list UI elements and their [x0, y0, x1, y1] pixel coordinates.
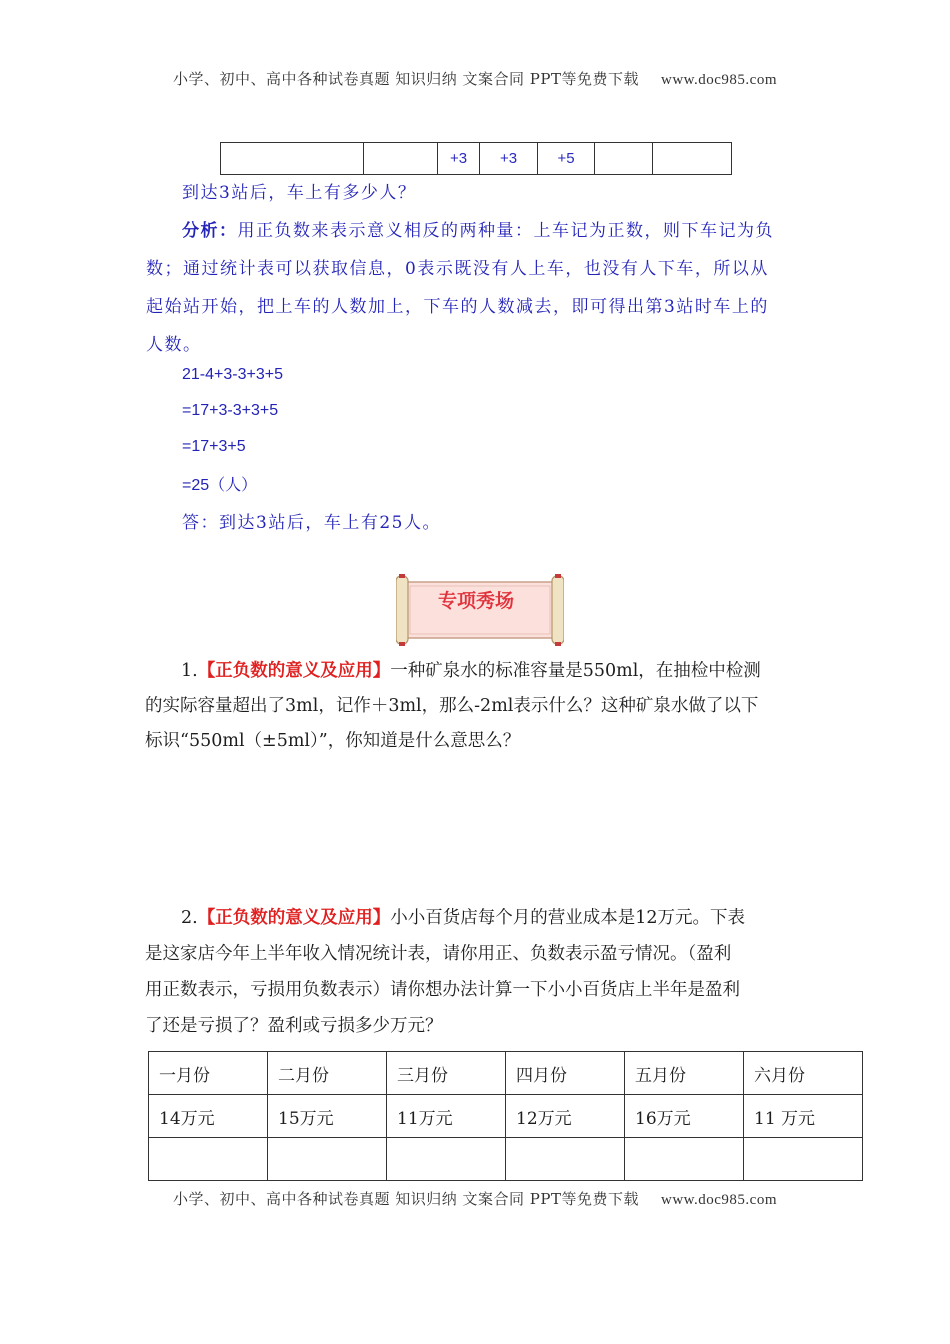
income-table — [148, 1051, 863, 1181]
problem-2-number: 2. — [181, 908, 198, 928]
problem-1 — [145, 655, 810, 688]
income-cell: 16万元 — [625, 1095, 744, 1138]
calc-step-2: =17+3-3+3+5 — [182, 402, 279, 419]
page-footer — [0, 1188, 950, 1209]
month-header: 六月份 — [744, 1052, 863, 1095]
problem-1-tag: 【正负数的意义及应用】 — [197, 661, 391, 681]
problem-1-number: 1. — [181, 661, 198, 681]
month-header: 四月份 — [506, 1052, 625, 1095]
month-header: 一月份 — [149, 1052, 268, 1095]
blank-cell — [268, 1138, 387, 1181]
problem-2-tag: 【正负数的意义及应用】 — [197, 908, 391, 928]
income-cell: 14万元 — [149, 1095, 268, 1138]
calc-step-3: =17+3+5 — [182, 438, 246, 455]
page-header — [0, 68, 950, 89]
problem-1-line-3: 标识“550ml（±5ml）”，你知道是什么意思么？ — [145, 731, 521, 751]
table-cell — [221, 143, 364, 175]
problem-2 — [145, 902, 810, 935]
table-cell — [595, 143, 653, 175]
question-line: 到达3站后，车上有多少人？ — [182, 183, 417, 203]
header-text: 小学、初中、高中各种试卷真题 知识归纳 文案合同 PPT等免费下载 — [172, 70, 639, 88]
table-cell: +3 — [480, 143, 538, 175]
problem-2-line-1 — [145, 902, 810, 935]
month-header: 五月份 — [625, 1052, 744, 1095]
problem-2-line-4: 了还是亏损了？盈利或亏损多少万元？ — [145, 1016, 443, 1036]
bus-station-table — [220, 142, 732, 175]
table-row — [149, 1138, 863, 1181]
table-cell: +5 — [538, 143, 595, 175]
footer-site-link[interactable]: www.doc985.com — [660, 1192, 777, 1208]
problem-2-text-1: 小小百货店每个月的营业成本是12万元。下表 — [390, 908, 745, 928]
section-title: 专项秀场 — [437, 590, 514, 612]
income-cell: 11 万元 — [744, 1095, 863, 1138]
blank-cell — [387, 1138, 506, 1181]
table-cell — [364, 143, 438, 175]
income-cell: 12万元 — [506, 1095, 625, 1138]
income-cell: 11万元 — [387, 1095, 506, 1138]
header-site-link[interactable]: www.doc985.com — [660, 72, 777, 88]
analysis-text-1: 用正负数来表示意义相反的两种量：上车记为正数，则下车记为负 — [237, 221, 774, 241]
income-cell: 15万元 — [268, 1095, 387, 1138]
table-cell — [653, 143, 732, 175]
problem-1-text-1: 一种矿泉水的标准容量是550ml，在抽检中检测 — [390, 661, 761, 681]
answer-line: 答：到达3站后，车上有25人。 — [182, 513, 441, 533]
analysis-line-4: 人数。 — [146, 335, 202, 355]
blank-cell — [625, 1138, 744, 1181]
calc-step-1: 21-4+3-3+3+5 — [182, 366, 283, 383]
problem-1-line-1 — [145, 655, 810, 688]
month-header: 二月份 — [268, 1052, 387, 1095]
calc-step-4: =25（人） — [182, 477, 258, 494]
footer-text: 小学、初中、高中各种试卷真题 知识归纳 文案合同 PPT等免费下载 — [172, 1190, 639, 1208]
problem-2-line-3: 用正数表示，亏损用负数表示）请你想办法计算一下小小百货店上半年是盈利 — [145, 980, 740, 1000]
blank-cell — [149, 1138, 268, 1181]
blank-cell — [506, 1138, 625, 1181]
table-cell: +3 — [438, 143, 480, 175]
blank-cell — [744, 1138, 863, 1181]
table-row — [149, 1052, 863, 1095]
table-row — [149, 1095, 863, 1138]
problem-2-line-2: 是这家店今年上半年收入情况统计表，请你用正、负数表示盈亏情况。（盈利 — [145, 944, 732, 964]
analysis-line-1 — [182, 216, 774, 241]
month-header: 三月份 — [387, 1052, 506, 1095]
problem-1-line-2: 的实际容量超出了3ml，记作＋3ml，那么-2ml表示什么？这种矿泉水做了以下 — [145, 696, 759, 716]
analysis-label: 分析： — [182, 221, 238, 241]
analysis-line-3: 起始站开始，把上车的人数加上，下车的人数减去，即可得出第3站时车上的 — [146, 297, 769, 317]
analysis-line-2: 数；通过统计表可以获取信息，0表示既没有人上车，也没有人下车，所以从 — [146, 259, 769, 279]
